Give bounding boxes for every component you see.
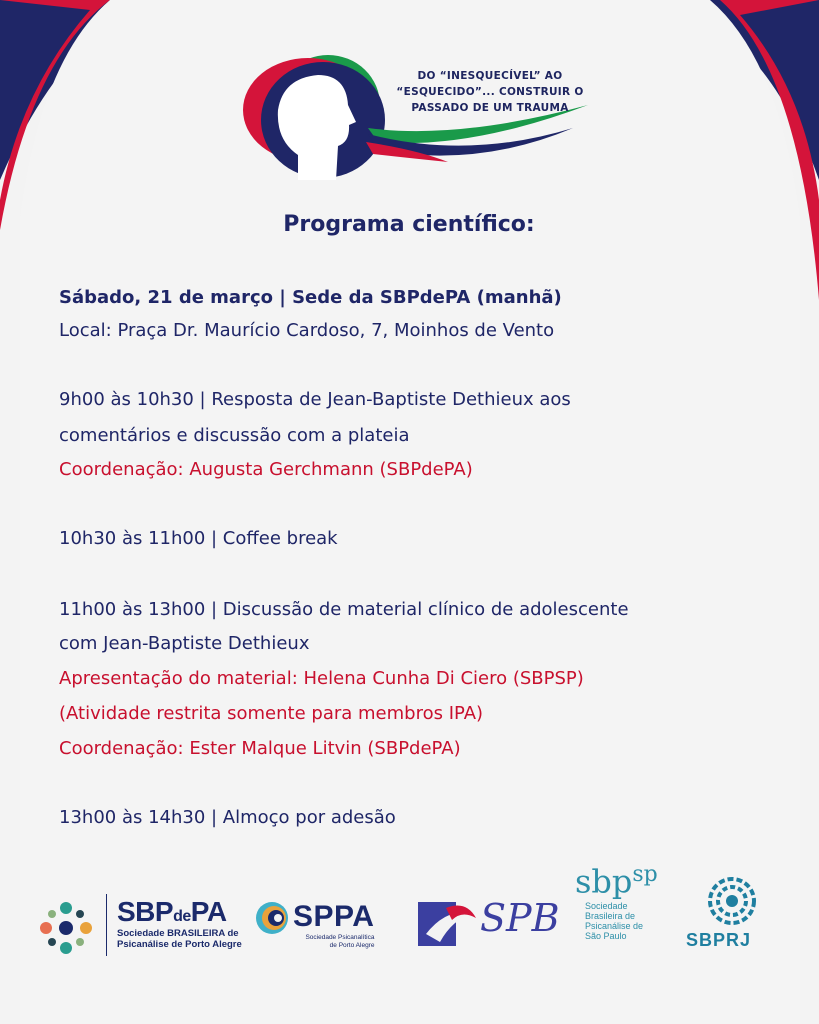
sbpdepa-divider <box>106 894 107 956</box>
sbpdepa-title: SBPdePA <box>117 896 227 927</box>
spb-logo-text: SPB <box>480 896 560 940</box>
sbpdepa-emblem-icon <box>36 898 96 958</box>
sbpdepa-subtitle-2: Psicanálise de Porto Alegre <box>117 939 242 950</box>
sppa-emblem-icon <box>252 900 292 936</box>
session-1-line-1: 9h00 às 10h30 | Resposta de Jean-Baptiste Dethieux aos <box>59 389 571 410</box>
sbpsp-subtitle-3: Psicanálise de <box>585 920 644 931</box>
event-title-line-3: PASSADO DE UM TRAUMA <box>411 102 569 114</box>
session-3-line-1: 11h00 às 13h00 | Discussão de material clínico de adolescente <box>59 599 629 620</box>
page-title: Programa científico: <box>283 212 535 237</box>
sbpdepa-logo <box>117 896 242 950</box>
sppa-title: SPPA <box>293 900 375 933</box>
sppa-subtitle-2: de Porto Alegre <box>329 942 375 949</box>
session-3-presentation: Apresentação do material: Helena Cunha Di Ciero (SBPSP) <box>59 668 584 689</box>
sbpsp-logo <box>575 862 658 941</box>
sbpsp-subtitle-2: Brasileira de <box>585 910 636 921</box>
event-title-line-1: DO “INESQUECÍVEL” AO <box>417 70 563 82</box>
sbprj-emblem-icon <box>702 876 762 926</box>
event-title-line-2: “ESQUECIDO”... CONSTRUIR O <box>396 86 584 98</box>
sppa-logo <box>293 900 374 950</box>
spb-emblem-icon <box>416 898 478 950</box>
session-2-line-1: 10h30 às 11h00 | Coffee break <box>59 528 338 549</box>
location-line: Local: Praça Dr. Maurício Cardoso, 7, Moinhos de Vento <box>59 320 555 341</box>
sbprj-logo-text: SBPRJ <box>686 930 752 950</box>
event-title <box>395 68 585 116</box>
session-3-line-2: com Jean-Baptiste Dethieux <box>59 633 310 654</box>
day-line: Sábado, 21 de março | Sede da SBPdePA (manhã) <box>59 287 562 308</box>
session-1-line-2: comentários e discussão com a plateia <box>59 425 410 446</box>
sppa-subtitle-1: Sociedade Psicanalítica <box>305 934 375 941</box>
sbpsp-subtitle-1: Sociedade <box>585 900 628 911</box>
sbpsp-subtitle-4: São Paulo <box>585 930 627 941</box>
session-4-line-1: 13h00 às 14h30 | Almoço por adesão <box>59 807 396 828</box>
sbpsp-title: sbp$^{sp}$ <box>575 862 658 901</box>
session-3-restriction: (Atividade restrita somente para membros IPA) <box>59 703 484 724</box>
sbpdepa-subtitle-1: Sociedade BRASILEIRA de <box>117 928 239 939</box>
session-3-coordination: Coordenação: Ester Malque Litvin (SBPdePA) <box>59 738 461 759</box>
session-1-coordination: Coordenação: Augusta Gerchmann (SBPdePA) <box>59 459 473 480</box>
